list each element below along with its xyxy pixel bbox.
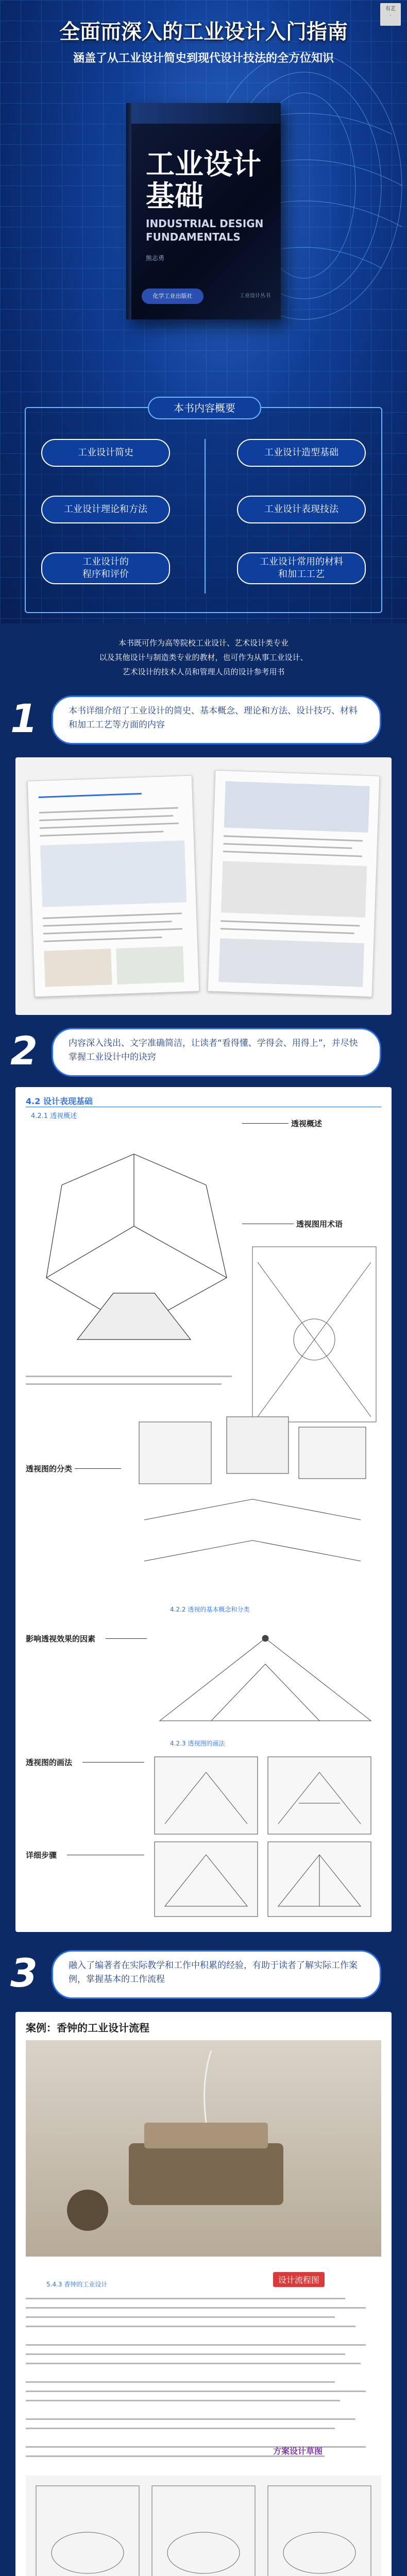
tag-process: 设计流程图 bbox=[273, 2272, 325, 2287]
book-author: 熊志勇 bbox=[146, 255, 165, 262]
hero-section bbox=[0, 0, 407, 623]
toc-item-theory: 工业设计理论和方法 bbox=[41, 496, 170, 523]
label-category: 透视图的分类 bbox=[26, 1464, 73, 1473]
sample-page-left bbox=[27, 775, 199, 997]
book-title-en-1: INDUSTRIAL DESIGN bbox=[146, 217, 264, 230]
book-top-band bbox=[131, 103, 281, 124]
case-section: 5.4.3 香钟的工业设计 bbox=[46, 2281, 108, 2288]
incense-clock-illustration bbox=[26, 2040, 381, 2257]
badge-text: 有艺 bbox=[385, 6, 396, 12]
page-section-mini: 4.2.2 透视的基本概念和分类 bbox=[170, 1606, 250, 1613]
diagram-category bbox=[124, 1406, 381, 1592]
feature-3-panel bbox=[15, 2012, 392, 2576]
feature-1-panel bbox=[15, 757, 392, 1015]
feature-3-caption: 融入了编著者在实际教学和工作中积累的经验，有助于读者了解实际工作案例，掌握基本的工作流程 bbox=[52, 1950, 381, 1999]
case-title: 案例：香钟的工业设计流程 bbox=[26, 2022, 149, 2034]
book-cover bbox=[126, 103, 281, 319]
toc-heading: 本书内容概要 bbox=[148, 397, 261, 419]
label-overview: 透视概述 bbox=[291, 1119, 323, 1128]
page-section-header: 4.2 设计表现基础 bbox=[26, 1096, 93, 1106]
perspective-illustration bbox=[31, 1123, 247, 1365]
intro-line-1: 本书既可作为高等院校工业设计、艺术设计类专业 bbox=[118, 638, 289, 648]
intro-line-2: 以及其他设计与制造类专业的教材，也可作为从事工业设计、 bbox=[99, 653, 308, 662]
label-detail-steps: 详细步骤 bbox=[26, 1851, 57, 1860]
sketch-illustration bbox=[26, 2476, 381, 2576]
toc-item-form: 工业设计造型基础 bbox=[237, 439, 366, 467]
case-photo bbox=[26, 2040, 381, 2257]
process-page bbox=[26, 2298, 381, 2468]
tag-sketch: 方案设计草图 bbox=[273, 2446, 323, 2456]
book-publisher-badge: 化学工业出版社 bbox=[142, 289, 204, 304]
label-method: 透视图的画法 bbox=[26, 1758, 73, 1767]
feature-2-caption: 内容深入浅出、文字准确简洁，让读者“看得懂、学得会、用得上”，并尽快掌握工业设计中的诀窍 bbox=[52, 1028, 381, 1077]
book-title-cn-2: 基础 bbox=[146, 180, 204, 213]
feature-2-number: 2 bbox=[10, 1028, 38, 1074]
sketch-panel bbox=[26, 2476, 381, 2576]
book-title-en-2: FUNDAMENTALS bbox=[146, 231, 241, 243]
sample-page-right bbox=[208, 770, 380, 997]
feature-1-caption: 本书详细介绍了工业设计的简史、基本概念、理论和方法、设计技巧、材料和加工工艺等方面的内容 bbox=[52, 696, 381, 744]
toc-vertical-line bbox=[205, 439, 206, 594]
book-spine bbox=[126, 103, 131, 319]
label-pic-terms: 透视图用术语 bbox=[296, 1219, 343, 1229]
diagram-factors bbox=[149, 1618, 381, 1736]
hero-title: 全面而深入的工业设计入门指南 bbox=[59, 20, 348, 44]
toc-item-history: 工业设计简史 bbox=[41, 439, 170, 467]
book-series-tag: 工业设计丛书 bbox=[240, 293, 270, 299]
book-title-cn-1: 工业设计 bbox=[146, 148, 261, 181]
feature-3-number: 3 bbox=[10, 1950, 38, 1996]
feature-2-panel bbox=[15, 1087, 392, 1932]
diagram-method bbox=[149, 1752, 381, 1922]
toc-item-materials: 工业设计常用的材料 和加工工艺 bbox=[237, 552, 366, 584]
intro-line-3: 艺术设计的技术人员和管理人员的设计参考用书 bbox=[122, 667, 285, 676]
page-section-mini-2: 4.2.3 透视图的画法 bbox=[170, 1740, 225, 1747]
hero-subtitle: 涵盖了从工业设计简史到现代设计技法的全方位知识 bbox=[73, 52, 334, 65]
feature-1-number: 1 bbox=[10, 696, 38, 741]
toc-box bbox=[25, 402, 382, 613]
toc-item-process: 工业设计的 程序和评价 bbox=[41, 552, 170, 584]
toc-item-expression: 工业设计表现技法 bbox=[237, 496, 366, 523]
page-sub-header: 4.2.1 透视概述 bbox=[31, 1112, 77, 1120]
label-factors: 影响透视效果的因素 bbox=[26, 1634, 96, 1643]
badge-dot: · bbox=[389, 13, 392, 19]
